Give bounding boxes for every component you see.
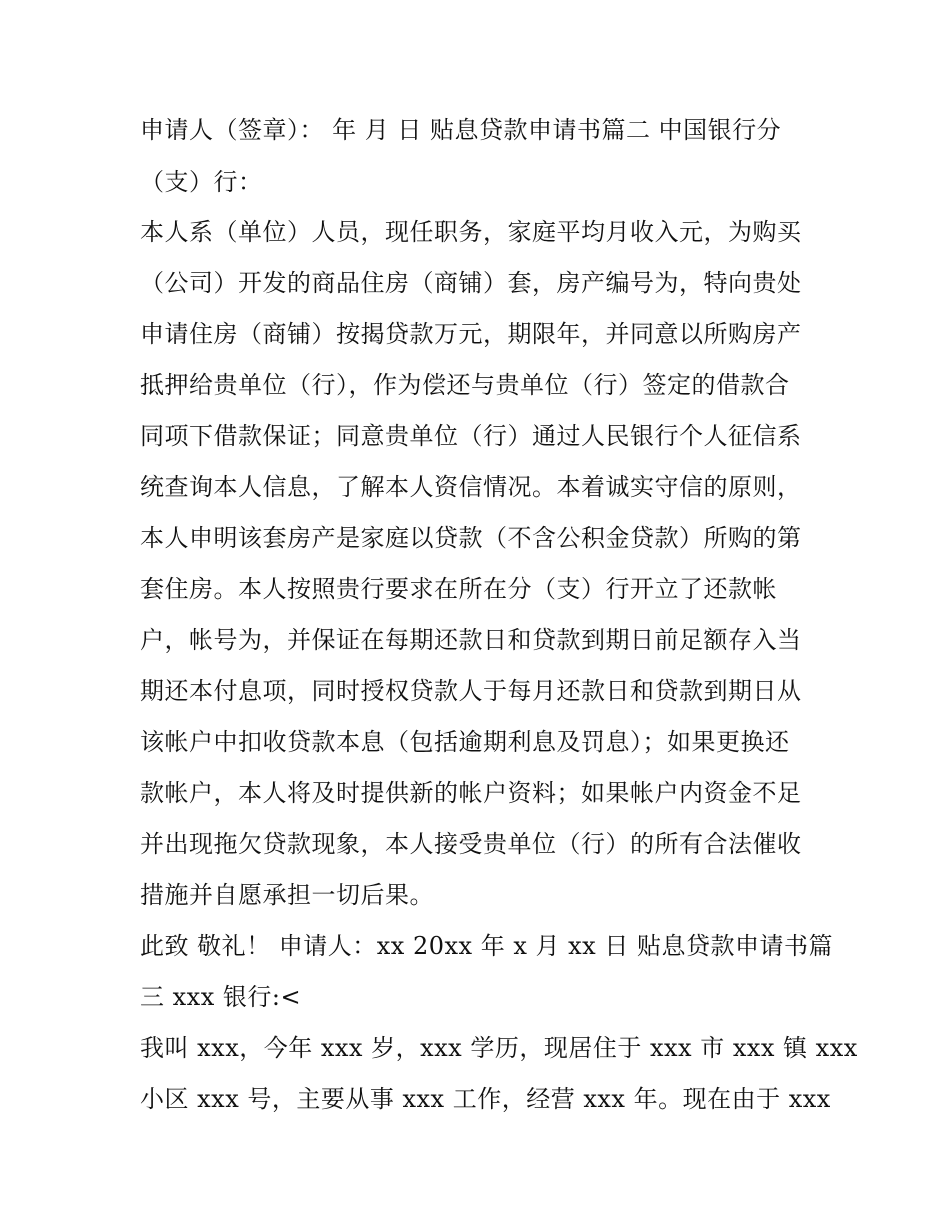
- paragraph-line: 款帐户，本人将及时提供新的帐户资料；如果帐户内资金不足: [140, 779, 802, 807]
- paragraph-line: 户，帐号为，并保证在每期还款日和贷款到期日前足额存入当: [140, 626, 802, 654]
- paragraph-line: 同项下借款保证；同意贵单位（行）通过人民银行个人征信系: [140, 422, 802, 450]
- paragraph-line: 本人系（单位）人员，现任职务，家庭平均月收入元，为购买: [140, 218, 802, 246]
- paragraph-line: 申请人（签章）： 年 月 日 贴息贷款申请书篇二 中国银行分: [140, 116, 782, 144]
- paragraph-line: 此致 敬礼！ 申请人：xx 20xx 年 x 月 xx 日 贴息贷款申请书篇: [140, 932, 833, 960]
- paragraph-line: 期还本付息项，同时授权贷款人于每月还款日和贷款到期日从: [140, 677, 802, 705]
- paragraph-line: 我叫 xxx，今年 xxx 岁，xxx 学历，现居住于 xxx 市 xxx 镇 xxx: [140, 1034, 858, 1062]
- paragraph-line: （公司）开发的商品住房（商铺）套，房产编号为，特向贵处: [140, 269, 802, 297]
- paragraph-line: 抵押给贵单位（行），作为偿还与贵单位（行）签定的借款合: [140, 371, 790, 399]
- paragraph-line: 小区 xxx 号，主要从事 xxx 工作，经营 xxx 年。现在由于 xxx: [140, 1085, 831, 1113]
- paragraph-line: 申请住房（商铺）按揭贷款万元，期限年，并同意以所购房产: [140, 320, 802, 348]
- paragraph-line: 并出现拖欠贷款现象，本人接受贵单位（行）的所有合法催收: [140, 830, 802, 858]
- paragraph-line: 套住房。本人按照贵行要求在所在分（支）行开立了还款帐: [140, 575, 777, 603]
- paragraph-line: （支）行：: [140, 168, 263, 196]
- paragraph-line: 该帐户中扣收贷款本息（包括逾期利息及罚息）；如果更换还: [140, 728, 790, 756]
- paragraph-line: 措施并自愿承担一切后果。: [140, 881, 434, 909]
- paragraph-line: 三 xxx 银行:<: [140, 983, 302, 1011]
- paragraph-line: 统查询本人信息，了解本人资信情况。本着诚实守信的原则，: [140, 473, 802, 501]
- paragraph-line: 本人申明该套房产是家庭以贷款（不含公积金贷款）所购的第: [140, 524, 802, 552]
